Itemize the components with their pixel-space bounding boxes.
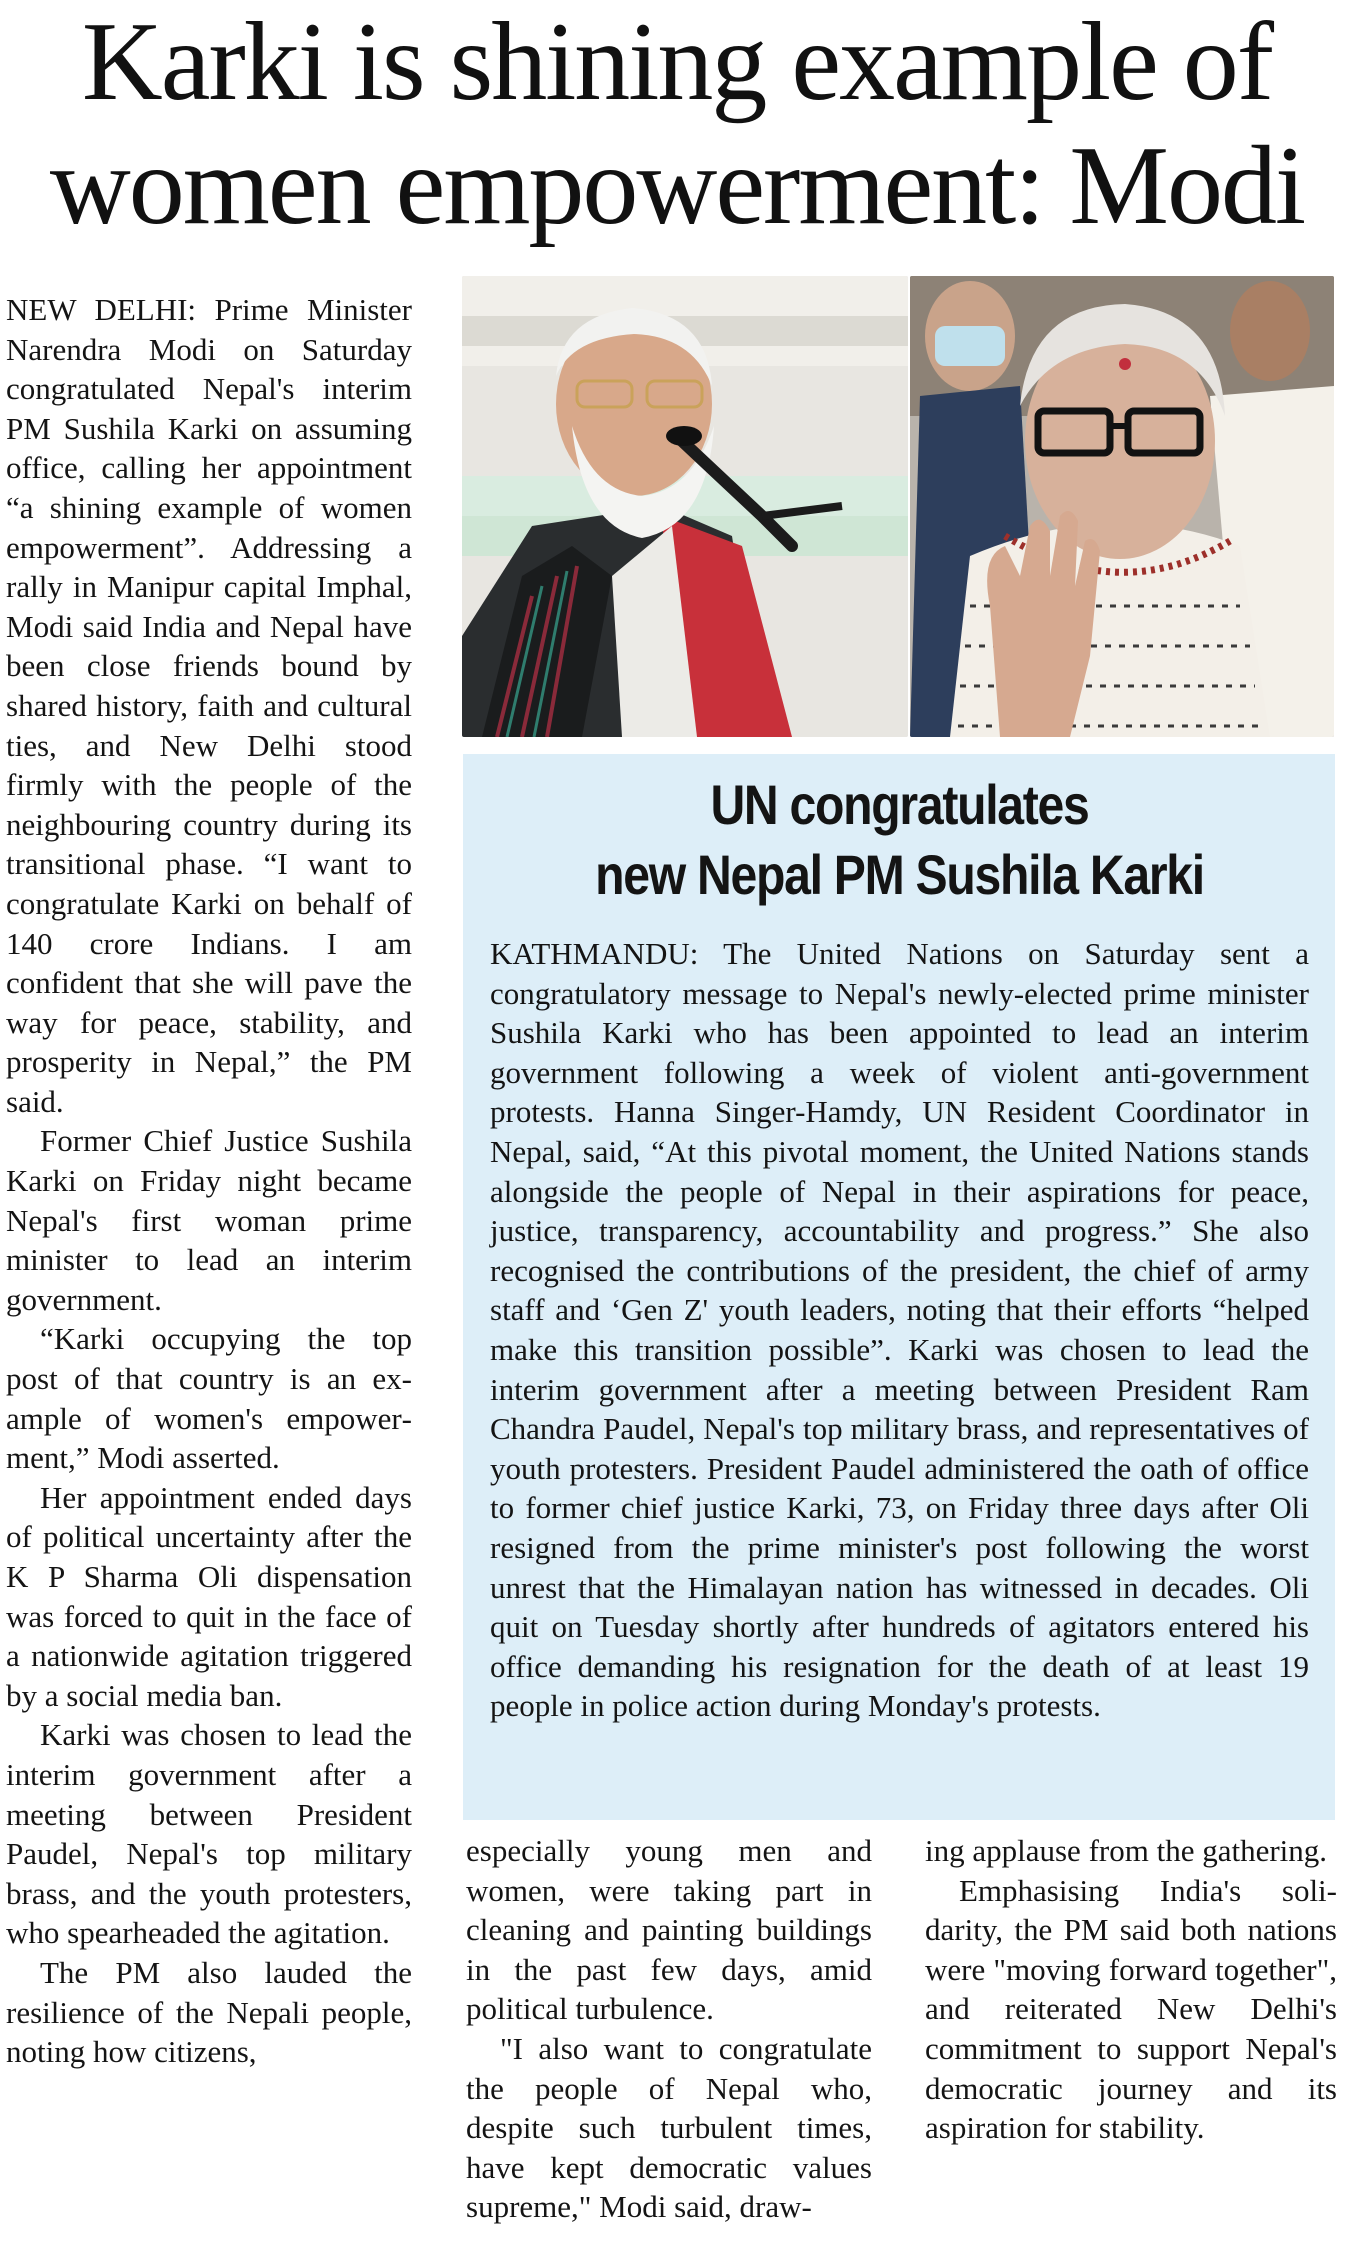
story-paragraph: Emphasising India's solidarity, the PM said both nations were "moving forward together", and reiterated New Delhi's commitment to support Nepal's democratic journey and its aspiration for stability.	[925, 1872, 1337, 2146]
main-story-middle-column	[466, 1831, 872, 2227]
story-paragraph: Her appointment ended days of political uncertainty after the K P Sharma Oli dispensation was forced to quit in the face of a nationwide agitation triggered by a social media ban.	[6, 1479, 412, 1713]
sidebar-title-line-1: UN congratulates	[710, 773, 1089, 836]
sidebar-title	[547, 770, 1251, 910]
story-paragraph: "I also want to congratulate the people of Nepal who, despite such turbulent times, have kept democratic values supreme," Modi said, draw-	[466, 2030, 872, 2225]
story-paragraph: Karki was chosen to lead the interim government after a meeting between President Paudel, Nepal's top military brass, and the youth protesters, who spearheaded the agitation.	[6, 1717, 412, 1951]
main-story-left-column	[6, 290, 412, 2072]
headline	[0, 0, 1354, 262]
photo-karki	[910, 276, 1334, 737]
story-paragraph: especially young men and women, were taking part in cleaning and painting buildings in the past few days, amid political turbulence.	[466, 1833, 872, 2027]
sidebar-title-line-2: new Nepal PM Sushila Karki	[595, 843, 1204, 906]
story-paragraph: Former Chief Justice Sushila Karki on Friday night became Nepal's first woman prime minister to lead an interim government.	[6, 1123, 412, 1317]
modi-photo-image	[462, 276, 908, 737]
headline-line-2: women empowerment: Modi	[49, 124, 1305, 248]
karki-photo-image	[910, 276, 1334, 737]
sidebar-body: KATHMANDU: The United Nations on Saturday sent a congratulatory message to Nepal's newly-elected prime minister Sushila Karki who has been appointed to lead an interim government following a week of violent anti-government protests. Hanna Singer-Hamdy, UN Resident Coordinator in Nepal, said, “At this pivotal moment, the United Nations stands alongside the people of Nepal in their aspirations for peace, justice, transparency, accountability and progress.” She also recognised the contributions of the president, the chief of army staff and ‘Gen Z' youth leaders, noting that their efforts “helped make this transition possible”. Karki was chosen to lead the interim government after a meeting between President Ram Chandra Paudel, Nepal's top military brass, and representatives of youth protesters. President Paudel administered the oath of office to former chief justice Karki, 73, on Friday three days after Oli resigned from the prime minister's post following the worst unrest that the Himalayan nation has witnessed in decades. Oli quit on Tuesday shortly after hundreds of agitators entered his office demanding his resignation for the death of at least 19 people in police action during Monday's protests.	[490, 936, 1309, 1724]
story-paragraph: ing applause from the gathering.	[925, 1833, 1328, 1868]
story-paragraph: NEW DELHI: Prime Minister Narendra Modi on Saturday congratulated Nepal's interim PM Sushila Karki on assuming office, calling her appointment “a shining example of women empowerment”. Addressing a rally in Manipur capital Imphal, Modi said India and Nepal have been close friends bound by shared history, faith and cultural ties, and New Delhi stood firmly with the people of the neighbouring country during its transitional phase. “I want to congratulate Karki on behalf of 140 crore Indians. I am confident that she will pave the way for peace, stability, and prosperity in Nepal,” the PM said.	[6, 292, 412, 1119]
photo-modi	[462, 276, 908, 737]
headline-line-1: Karki is shining example of	[81, 0, 1273, 124]
story-paragraph: “Karki occupying the top post of that country is an example of women's empowerment,” Modi asserted.	[6, 1321, 412, 1476]
un-sidebar-box	[463, 754, 1335, 1820]
story-paragraph: The PM also lauded the resilience of the Nepali people, noting how citizens,	[6, 1954, 412, 2070]
main-story-right-column	[925, 1831, 1337, 2148]
